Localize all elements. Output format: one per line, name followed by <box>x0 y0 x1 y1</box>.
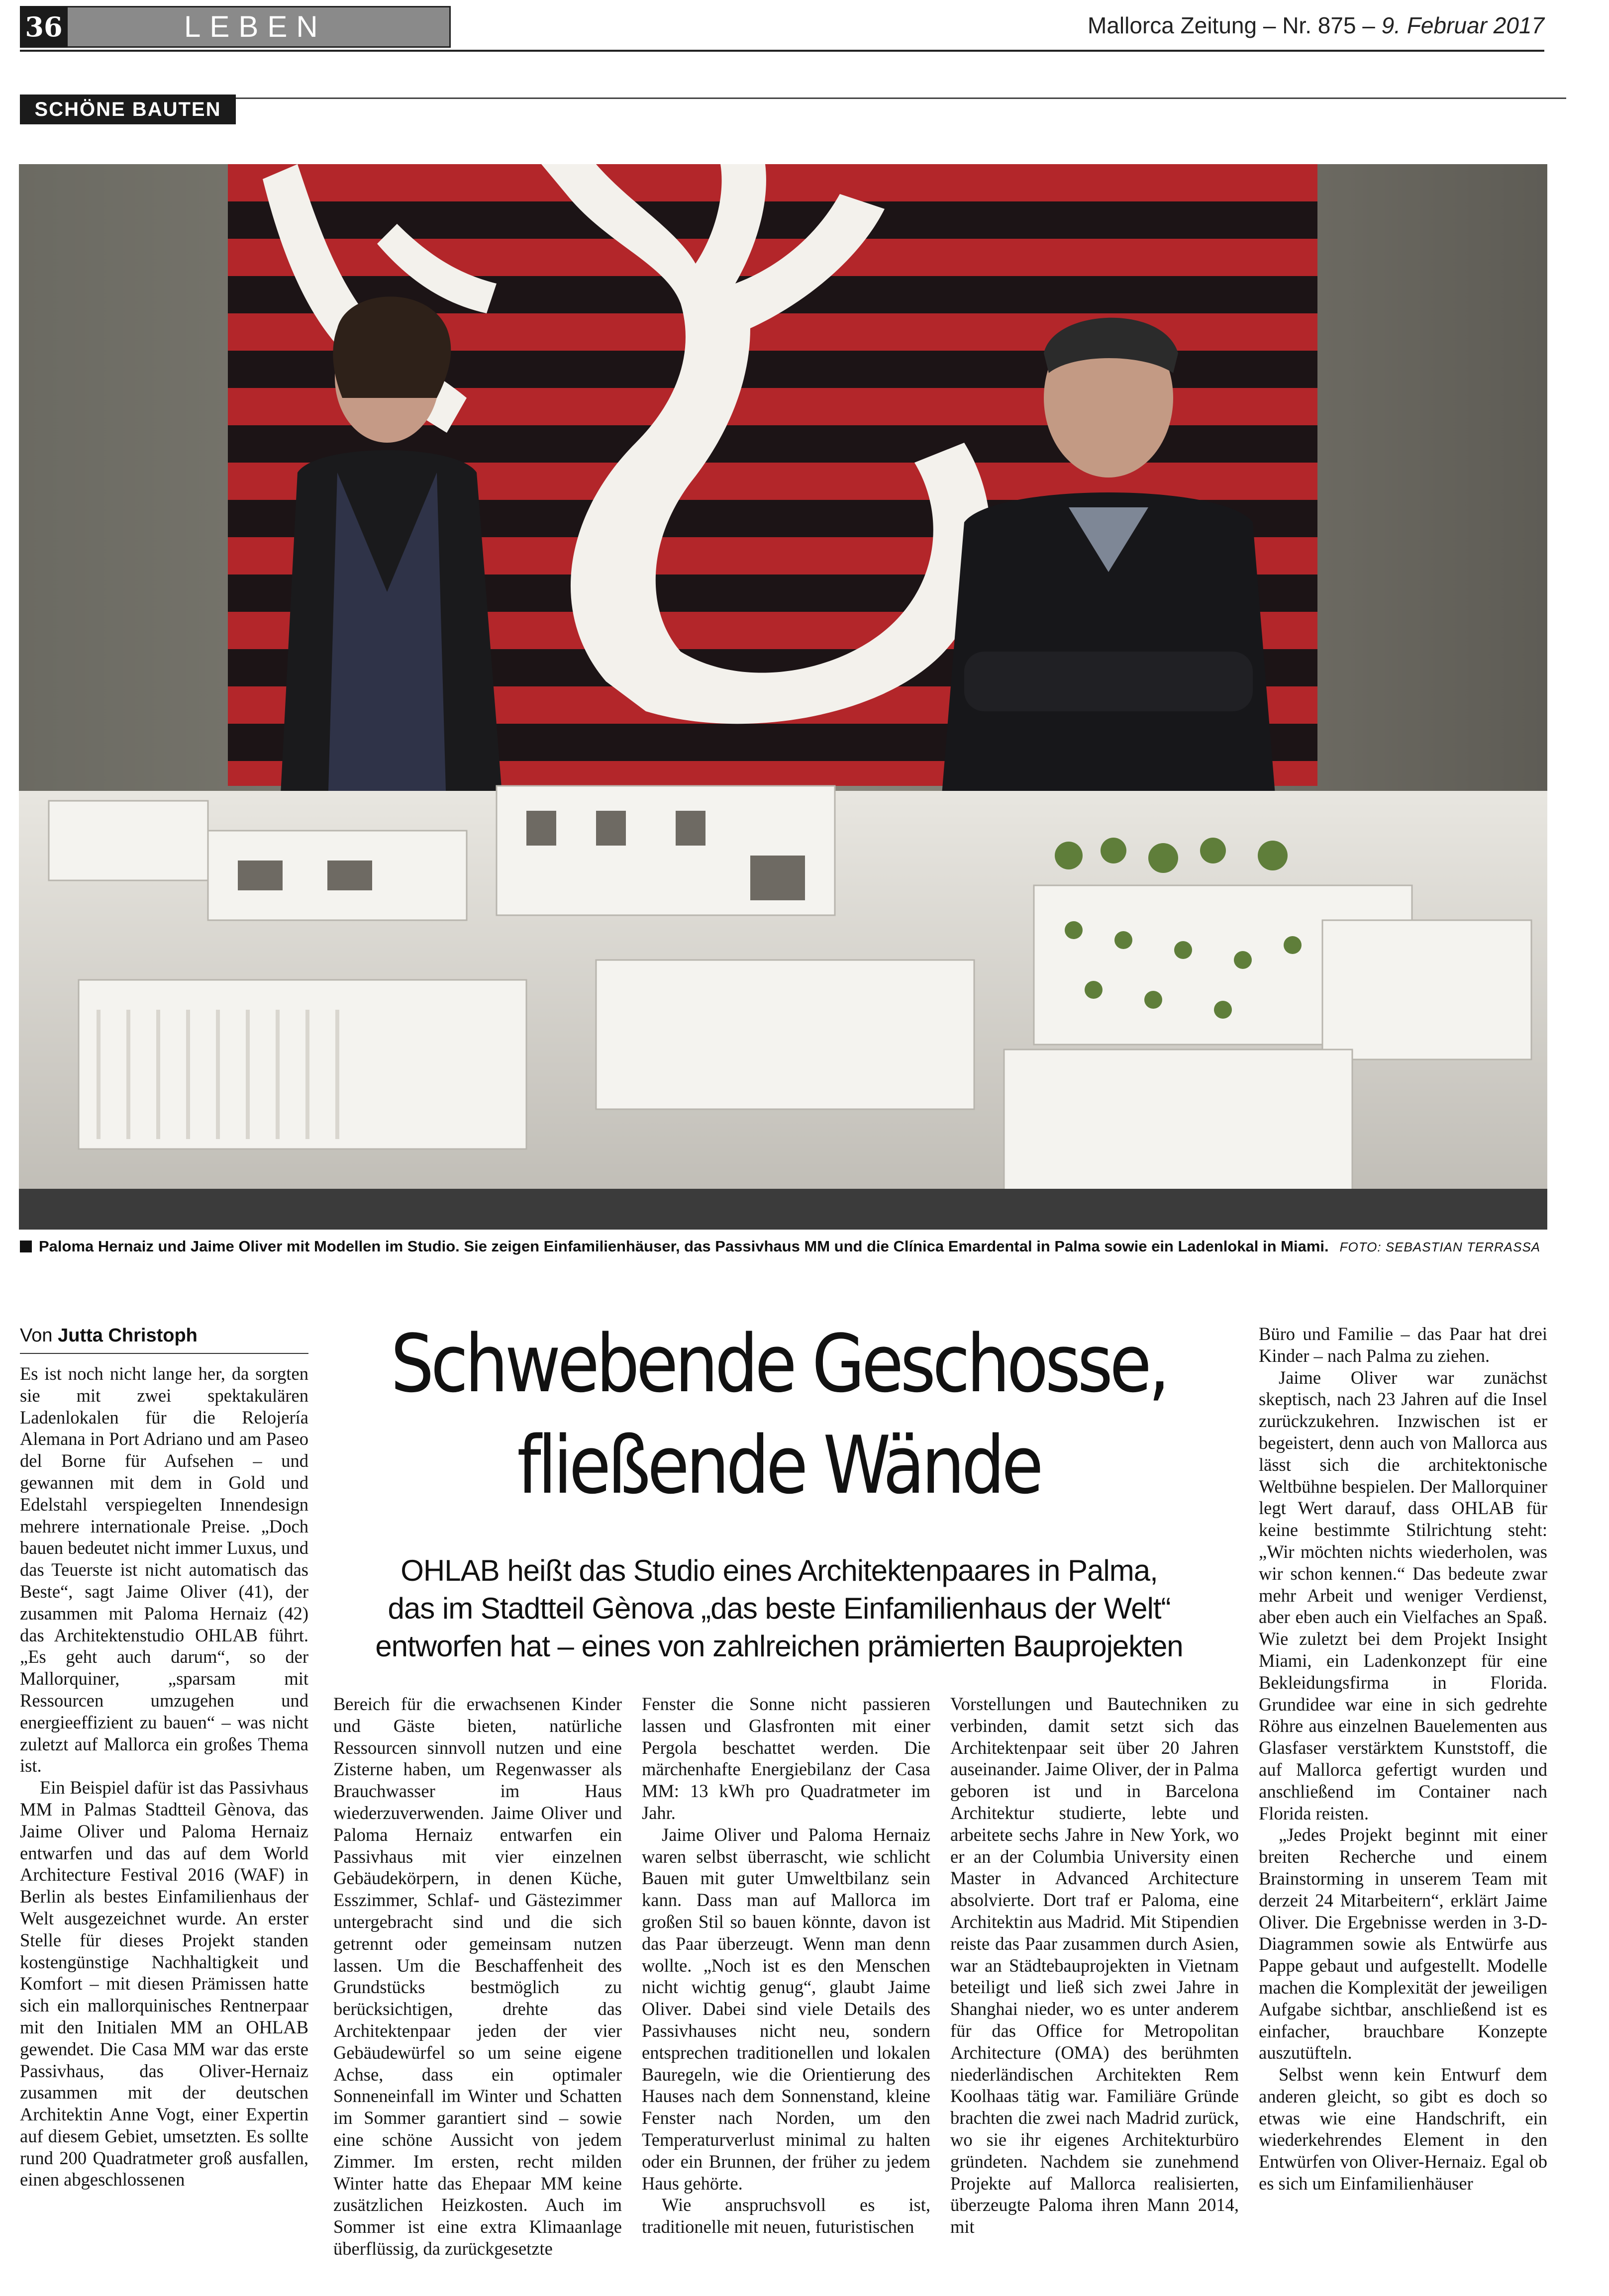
byline-author: Jutta Christoph <box>58 1325 198 1346</box>
section-title: LEBEN <box>184 10 327 43</box>
body-column-2 <box>333 1693 622 2296</box>
rubric-rule <box>236 97 1566 99</box>
deck-line-2: das im Stadtteil Gènova „das beste Einfamilienhaus der Welt“ <box>388 1592 1171 1625</box>
paragraph: Selbst wenn kein Entwurf dem anderen gleicht, so gibt es doch so etwas wie eine Handschrift, ein wiederkehrendes Element in den Entwürfen von Oliver-Hernaiz. Egal ob es sich um Einfamilienhäuser <box>1259 2064 1547 2194</box>
article-photo <box>19 164 1547 1230</box>
body-column-1 <box>20 1363 308 2296</box>
paper-name-issue: Mallorca Zeitung – Nr. 875 – <box>1088 12 1382 38</box>
photo-credit: FOTO: SEBASTIAN TERRASSA <box>1339 1240 1541 1254</box>
paragraph: Büro und Familie – das Paar hat drei Kinder – nach Palma zu ziehen. <box>1259 1324 1547 1366</box>
body-column-5 <box>1259 1323 1547 2296</box>
deck-line-1: OHLAB heißt das Studio eines Architektenpaares in Palma, <box>401 1554 1158 1587</box>
paragraph: Ein Beispiel dafür ist das Passivhaus MM in Palmas Stadtteil Gènova, das Jaime Oliver und Paloma Hernaiz entwarfen und das auf dem World Architecture Festival 2016 (WAF) in Berlin als bestes Einfamilienhaus der Welt ausgezeichnet wurde. An erster Stelle für dieses Projekt standen kostengünstige Nachhaltigkeit und Komfort – mit diesen Prämissen hatte sich ein mallorquinisches Rentnerpaar mit den Initialen MM an OHLAB gewendet. Die Casa MM war das erste Passivhaus, das Oliver-Hernaiz zusammen mit der deutschen Architektin Anne Vogt, einer Expertin auf diesem Gebiet, umsetzten. Es sollte rund 200 Quadratmeter groß ausfallen, einen abgeschlossenen <box>20 1777 308 2190</box>
paragraph: Jaime Oliver und Paloma Hernaiz waren selbst überrascht, wie schlicht Bauen mit guter Umweltbilanz sein kann. Dass man auf Mallorca im großen Stil so bauen könnte, davon ist das Paar überzeugt. Wenn man denn wollte. „Noch ist es den Menschen nicht wichtig genug“, glaubt Jaime Oliver. Dabei sind viele Details des Passivhauses nicht neu, sondern entsprechen traditionellen und lokalen Bauregeln, wie die Orientierung des Hauses nach dem Sonnenstand, kleine Fenster nach Norden, um den Temperaturverlust minimal zu halten oder ein Brunnen, der früher zu jedem Haus gehörte. <box>642 1824 930 2194</box>
article-headline <box>387 1313 1170 1516</box>
issue-date: 9. Februar 2017 <box>1381 12 1544 38</box>
paragraph: Es ist noch nicht lange her, da sorgten sie mit zwei spektakulären Ladenlokalen für die Relojería Alemana in Port Adriano und am Paseo del Borne für Aufsehen – und gewannen mit dem in Gold und Edelstahl verspiegelten Innendesign mehrere internationale Preise. „Doch bauen bedeutet nicht immer Luxus, und das Teuerste ist nicht automatisch das Beste“, sagt Jaime Oliver (41), der zusammen mit Paloma Hernaiz (42) das Architektenstudio OHLAB führt. „Es geht auch darum“, so der Mallorquiner, „sparsam mit Ressourcen umzugehen und energieeffizient zu bauen“ – was nicht zuletzt auf Mallorca ein großes Thema ist. <box>20 1363 308 1776</box>
body-column-3 <box>642 1693 930 2296</box>
byline-rule <box>20 1353 308 1354</box>
article-deck <box>328 1552 1230 1665</box>
caption-square-icon <box>20 1241 32 1252</box>
headline-line-1: Schwebende Geschosse, <box>391 1317 1167 1410</box>
paragraph: Wie anspruchsvoll es ist, traditionelle mit neuen, futuristischen <box>642 2195 930 2237</box>
headline-line-2: fließende Wände <box>517 1419 1040 1512</box>
paragraph: Bereich für die erwachsenen Kinder und Gäste bieten, natürliche Ressourcen sinnvoll nutzen und eine Zisterne haben, um Regenwasser als Brauchwasser im Haus wiederzuverwenden. Jaime Oliver und Paloma Hernaiz entwarfen ein Passivhaus mit vier einzelnen Gebäudekörpern, in denen Küche, Esszimmer, Schlaf- und Gästezimmer untergebracht sind und die sich getrennt oder gemeinsam nutzen lassen. Um die Beschaffenheit des Grundstücks bestmöglich zu berücksichtigen, drehte das Architektenpaar jeden der vier Gebäudewürfel so um seine eigene Achse, dass ein optimaler Sonneneinfall im Winter und Schatten im Sommer garantiert sind – sowie eine schöne Aussicht von jedem Zimmer. Im ersten, recht milden Winter hatte das Ehepaar MM keine zusätzlichen Heizkosten. Auch im Sommer ist eine extra Klimaanlage überflüssig, da zurückgesetzte <box>333 1694 622 2259</box>
byline <box>20 1325 198 1346</box>
body-column-4 <box>950 1693 1239 2296</box>
paragraph: Jaime Oliver war zunächst skeptisch, nach 23 Jahren auf die Insel zurückzukehren. Inzwischen ist er begeistert, denn auch von Mallorca aus lässt sich die architektonische Weltbühne bespielen. Der Mallorquiner legt Wert darauf, dass OHLAB für keine bestimmte Stilrichtung steht: „Wir möchten nichts wiederholen, was wir schon kennen.“ Das bedeute zwar mehr Arbeit und weniger Verdienst, aber eben auch ein Vielfaches an Spaß. Wie zuletzt bei dem Projekt Insight Miami, ein Ladenkonzept für eine Bekleidungsfirma in Florida. Grundidee war eine in sich gedrehte Röhre aus einzelnen Bauelementen aus Glasfaser verstärktem Kunststoff, die auf Mallorca gefertigt wurden und anschließend im Container nach Florida reisten. <box>1259 1367 1547 1823</box>
rubric-label: SCHÖNE BAUTEN <box>20 95 236 124</box>
masthead-rule <box>20 50 1544 52</box>
page-number: 36 <box>20 6 68 48</box>
studio-photo-illustration <box>19 164 1547 1230</box>
photo-caption <box>20 1238 1547 1255</box>
deck-line-3: entworfen hat – eines von zahlreichen prämierten Bauprojekten <box>375 1629 1183 1663</box>
paper-issue-info <box>1088 12 1544 39</box>
paragraph: Vorstellungen und Bautechniken zu verbinden, damit setzt sich das Architektenpaar seit über 20 Jahren auseinander. Jaime Oliver, der in Palma geboren ist und in Barcelona Architektur studierte, lebte und arbeitete sechs Jahre in New York, wo er an der Columbia University einen Master in Advanced Architecture absolvierte. Dort traf er Paloma, eine Architektin aus Madrid. Mit Stipendien reiste das Paar zusammen durch Asien, war an Städtebauprojekten in Vietnam beteiligt und ließ sich zwei Jahre in Shanghai nieder, wo es unter anderem für das Office for Metropolitan Architecture (OMA) des berühmten niederländischen Architekten Rem Koolhaas tätig war. Familiäre Gründe brachten die zwei nach Madrid zurück, wo sie ihr eigenes Architekturbüro gründeten. Nachdem sie zunehmend Projekte auf Mallorca realisierten, überzeugte Paloma ihren Mann 2014, mit <box>950 1694 1239 2237</box>
paragraph: „Jedes Projekt beginnt mit einer breiten Recherche und einem Brainstorming in unserem Team mit derzeit 24 Mitarbeitern“, erklärt Jaime Oliver. Die Ergebnisse werden in 3-D-Diagrammen sowie als Entwürfe aus Pappe gebaut und aufgestellt. Modelle machen die Komplexität der jeweiligen Aufgabe sichtbar, anschließend ist es einfacher, brauchbare Konzepte auszutüfteln. <box>1259 1824 1547 2063</box>
byline-prefix: Von <box>20 1325 53 1346</box>
paragraph: Fenster die Sonne nicht passieren lassen und Glasfronten mit einer Pergola beschattet werden. Die märchenhafte Energiebilanz der Casa MM: 13 kWh pro Quadratmeter im Jahr. <box>642 1694 930 1823</box>
caption-text: Paloma Hernaiz und Jaime Oliver mit Modellen im Studio. Sie zeigen Einfamilienhäuser, das Passivhaus MM und die Clínica Emardental in Palma sowie ein Ladenlokal in Miami. <box>39 1238 1329 1255</box>
